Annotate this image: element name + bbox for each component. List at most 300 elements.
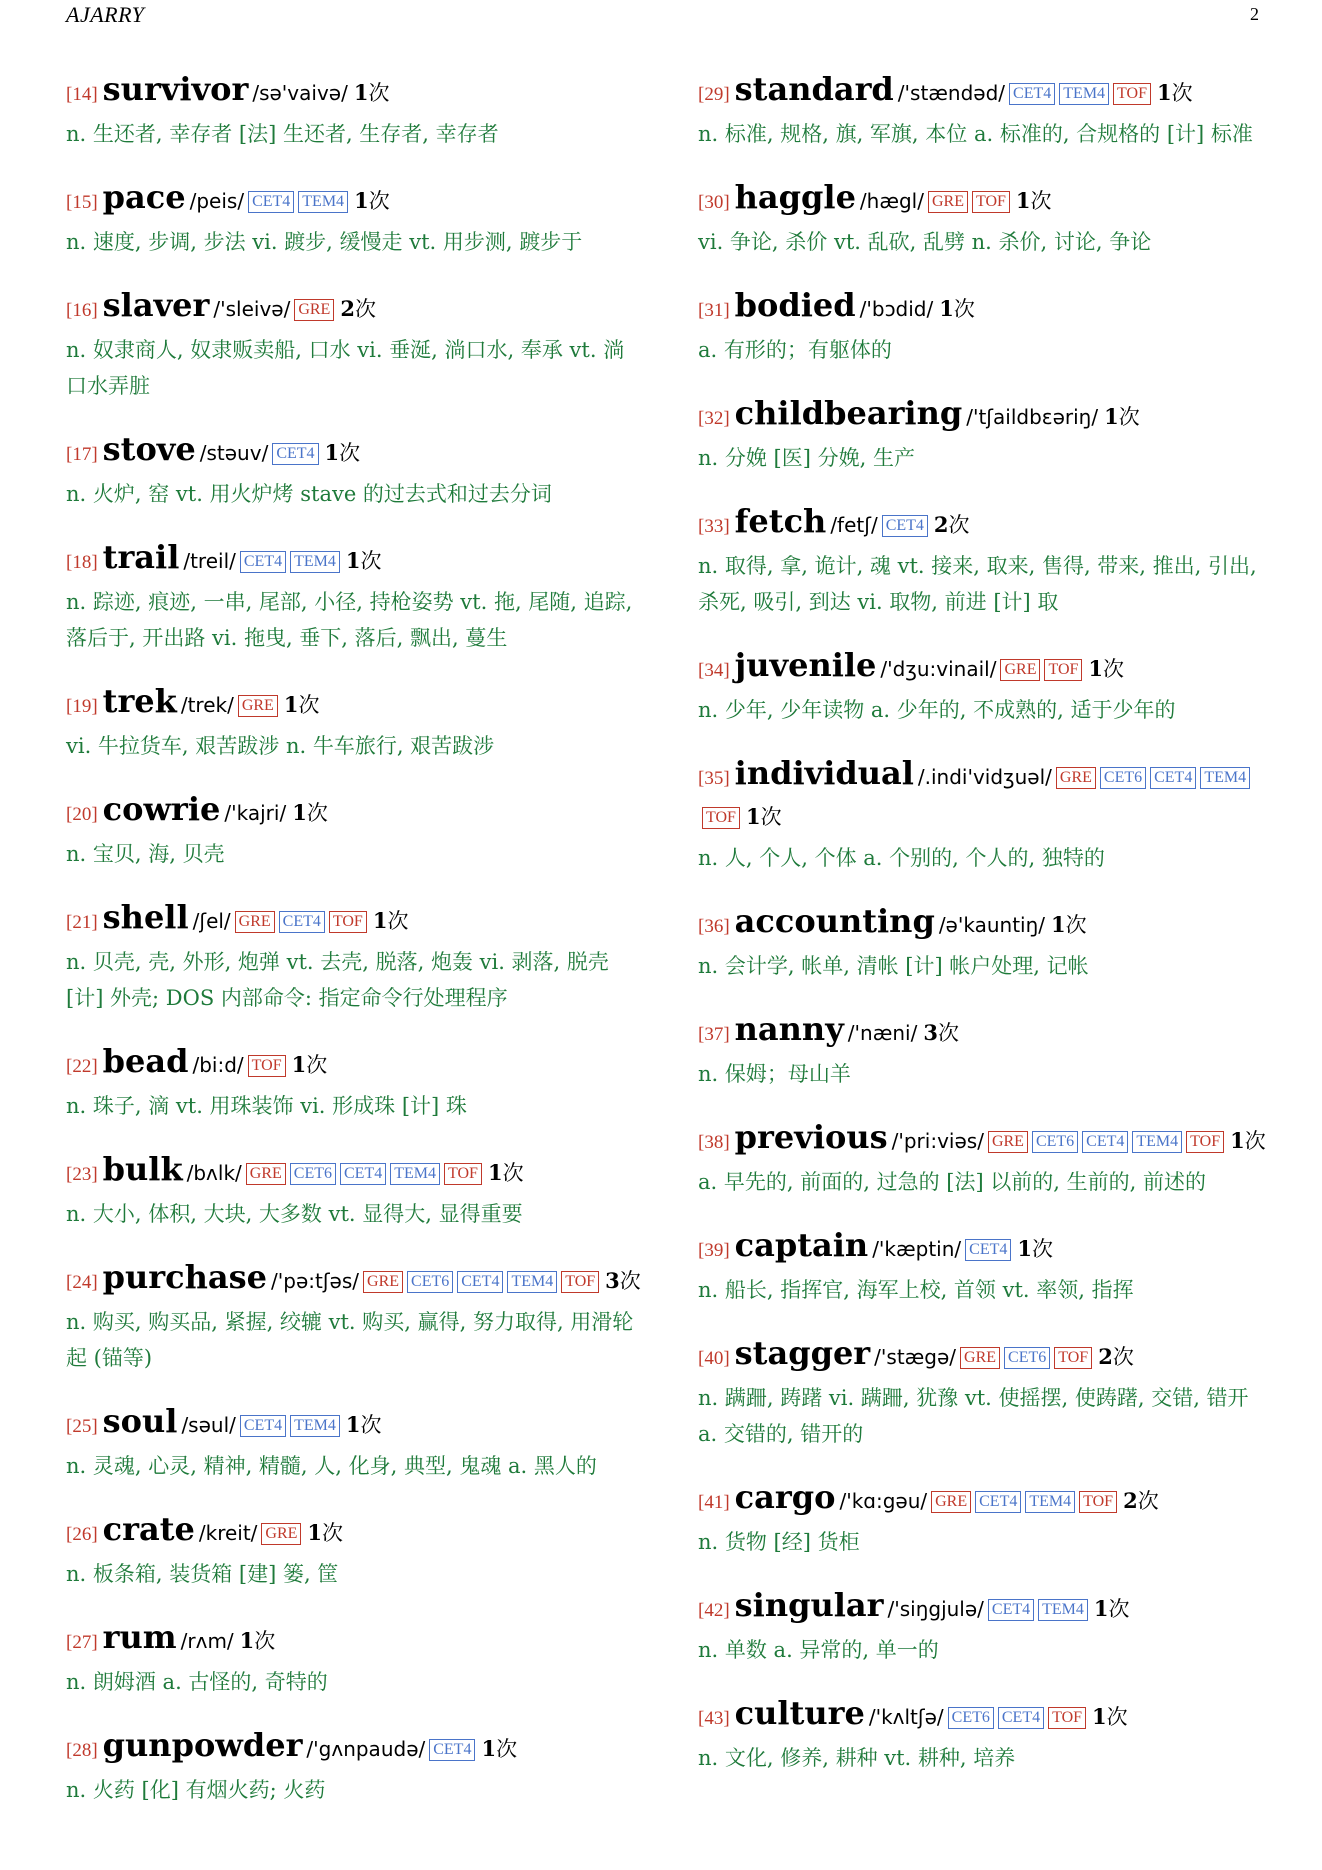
vocab-entry [698,286,1274,368]
headword: fetch [734,502,827,540]
exam-tag-cet4: CET4 [1150,767,1196,789]
vocab-entry [66,1402,642,1484]
entry-index: [19] [66,696,98,717]
headword: nanny [734,1010,844,1048]
exam-tag-tof: TOF [1048,1707,1086,1729]
vocab-entry [66,790,642,872]
exam-tags [984,1133,1224,1152]
headword: culture [734,1694,865,1732]
exam-tags [242,1165,482,1184]
phonetic: /'stægə/ [874,1345,957,1369]
occurrence-count: 1 [353,80,369,105]
exam-tag-gre: GRE [1000,659,1040,681]
exam-tag-gre: GRE [363,1271,403,1293]
entry-index: [31] [698,300,730,321]
exam-tag-tof: TOF [329,911,367,933]
entry-heading [66,1510,642,1554]
entry-index: [42] [698,1600,730,1621]
vocab-entry [698,70,1274,152]
vocab-entry [698,394,1274,476]
definition: n. 珠子, 滴 vt. 用珠装饰 vi. 形成珠 [计] 珠 [66,1094,467,1118]
definition: n. 购买, 购买品, 紧握, 绞辘 vt. 购买, 赢得, 努力取得, 用滑轮起 (锚等) [66,1310,634,1370]
headword: soul [102,1402,178,1440]
occurrence-suffix: 次 [953,297,975,321]
vocab-entry [698,902,1274,984]
occurrence-suffix: 次 [1171,81,1193,105]
headword: cowrie [102,790,221,828]
occurrence-suffix: 次 [1108,1597,1130,1621]
occurrence-suffix: 次 [387,909,409,933]
vocab-entry [698,1334,1274,1452]
exam-tag-tof: TOF [1054,1347,1092,1369]
exam-tag-tof: TOF [702,807,740,829]
entry-heading [698,754,1274,838]
headword: stagger [734,1334,871,1372]
exam-tags [984,1601,1088,1620]
phonetic: /.indi'vidʒuəl/ [917,765,1052,789]
entry-heading [698,1226,1274,1270]
phonetic: /'dʒu:vinail/ [880,657,997,681]
entry-heading [698,1118,1274,1162]
vocab-entry [66,682,642,764]
occurrence-count: 1 [345,1412,361,1437]
entry-index: [27] [66,1632,98,1653]
headword: survivor [102,70,249,108]
vocab-entry [66,178,642,260]
definition: n. 人, 个人, 个体 a. 个别的, 个人的, 独特的 [698,846,1105,870]
exam-tags [257,1525,301,1544]
occurrence-count: 1 [1092,1704,1107,1729]
definition: n. 大小, 体积, 大块, 大多数 vt. 显得大, 显得重要 [66,1202,523,1226]
exam-tags [236,553,340,572]
exam-tags [927,1493,1117,1512]
phonetic: /'tʃaildbɛəriŋ/ [966,405,1099,429]
phonetic: /peis/ [189,189,245,213]
exam-tag-cet4: CET4 [240,1415,286,1437]
headword: crate [102,1510,195,1548]
entry-index: [34] [698,660,730,681]
definition: n. 货物 [经] 货柜 [698,1530,860,1554]
exam-tags [924,193,1010,212]
phonetic: /rʌm/ [180,1629,234,1653]
vocab-entry [66,70,642,152]
headword: purchase [102,1258,268,1296]
headword: previous [734,1118,888,1156]
exam-tag-gre: GRE [261,1523,301,1545]
entry-heading [66,790,642,834]
exam-tag-tem4: TEM4 [290,551,340,573]
entry-index: [38] [698,1132,730,1153]
exam-tag-tem4: TEM4 [390,1163,440,1185]
entry-heading [66,538,642,582]
vocab-entry [698,178,1274,260]
vocab-entry [66,430,642,512]
definition: n. 分娩 [医] 分娩, 生产 [698,446,915,470]
occurrence-suffix: 次 [360,1413,382,1437]
occurrence-suffix: 次 [368,189,390,213]
occurrence-suffix: 次 [937,1021,959,1045]
occurrence-suffix: 次 [1103,657,1125,681]
phonetic: /səul/ [181,1413,236,1437]
definition: n. 会计学, 帐单, 清帐 [计] 帐户处理, 记帐 [698,954,1089,978]
entry-heading [66,178,642,222]
exam-tag-tof: TOF [1113,83,1151,105]
headword: trail [102,538,180,576]
definition: n. 文化, 修养, 耕种 vt. 耕种, 培养 [698,1746,1016,1770]
vocab-entry [698,1010,1274,1092]
phonetic: /hægl/ [859,189,924,213]
definition: n. 踪迹, 痕迹, 一串, 尾部, 小径, 持枪姿势 vt. 拖, 尾随, 追踪, 落后于, 开出路 vi. 拖曳, 垂下, 落后, 飘出, 蔓生 [66,590,633,650]
occurrence-count: 2 [933,512,949,537]
phonetic: /'næni/ [847,1021,918,1045]
occurrence-suffix: 次 [360,549,382,573]
occurrence-suffix: 次 [1118,405,1140,429]
exam-tag-gre: GRE [960,1347,1000,1369]
phonetic: /'kæptin/ [872,1237,962,1261]
occurrence-suffix: 次 [354,297,376,321]
exam-tags [956,1349,1092,1368]
occurrence-suffix: 次 [1112,1345,1134,1369]
exam-tag-tem4: TEM4 [290,1415,340,1437]
headword: bodied [734,286,856,324]
exam-tag-cet4: CET4 [998,1707,1044,1729]
entry-index: [43] [698,1708,730,1729]
vocab-entry [66,286,642,404]
exam-tag-cet4: CET4 [272,443,318,465]
vocab-entry [698,1118,1274,1200]
exam-tag-tof: TOF [972,191,1010,213]
exam-tag-gre: GRE [235,911,275,933]
entry-index: [14] [66,84,98,105]
exam-tag-cet4: CET4 [988,1599,1034,1621]
occurrence-count: 3 [923,1020,938,1045]
definition: n. 标准, 规格, 旗, 军旗, 本位 a. 标准的, 合规格的 [计] 标准 [698,122,1253,146]
exam-tags [244,193,348,212]
document-title: AJARRY [66,2,145,27]
occurrence-suffix: 次 [1106,1705,1128,1729]
entry-heading [698,1694,1274,1738]
entry-heading [698,394,1274,438]
entry-index: [28] [66,1740,98,1761]
definition: vi. 争论, 杀价 vt. 乱砍, 乱劈 n. 杀价, 讨论, 争论 [698,230,1152,254]
exam-tag-tof: TOF [444,1163,482,1185]
occurrence-count: 1 [1017,1236,1032,1261]
definition: n. 火炉, 窑 vt. 用火炉烤 stave 的过去式和过去分词 [66,482,552,506]
vocab-entry [698,646,1274,728]
definition: n. 板条箱, 装货箱 [建] 篓, 筐 [66,1562,339,1586]
phonetic: /'bɔdid/ [859,297,934,321]
vocab-entry [66,1510,642,1592]
entry-heading [66,1402,642,1446]
occurrence-suffix: 次 [254,1629,276,1653]
entry-index: [29] [698,84,730,105]
definition: n. 朗姆酒 a. 古怪的, 奇特的 [66,1670,328,1694]
definition: n. 贝壳, 壳, 外形, 炮弹 vt. 去壳, 脱落, 炮轰 vi. 剥落, 脱壳 [计] 外壳; DOS 内部命令: 指定命令行处理程序 [66,950,609,1010]
occurrence-count: 1 [481,1736,497,1761]
definition: n. 火药 [化] 有烟火药; 火药 [66,1778,326,1802]
exam-tag-tem4: TEM4 [1200,767,1250,789]
occurrence-suffix: 次 [1137,1489,1159,1513]
phonetic: /ʃel/ [192,909,231,933]
headword: haggle [734,178,856,216]
exam-tag-cet6: CET6 [1032,1131,1078,1153]
exam-tag-cet4: CET4 [240,551,286,573]
exam-tag-cet6: CET6 [1004,1347,1050,1369]
exam-tags [944,1709,1086,1728]
phonetic: /treil/ [183,549,236,573]
exam-tags [359,1273,599,1292]
definition: n. 保姆；母山羊 [698,1062,851,1086]
entry-heading [66,1042,642,1086]
phonetic: /'sleivə/ [213,297,291,321]
vocab-entry [698,502,1274,620]
entry-heading [66,1726,642,1770]
exam-tags [1005,85,1151,104]
occurrence-suffix: 次 [496,1737,518,1761]
exam-tag-tem4: TEM4 [1025,1491,1075,1513]
vocab-entry [66,898,642,1016]
occurrence-count: 1 [354,188,369,213]
occurrence-count: 1 [487,1160,503,1185]
exam-tag-cet6: CET6 [290,1163,336,1185]
definition: n. 奴隶商人, 奴隶贩卖船, 口水 vi. 垂涎, 淌口水, 奉承 vt. 淌口水弄脏 [66,338,625,398]
exam-tag-cet6: CET6 [1100,767,1146,789]
exam-tag-tof: TOF [561,1271,599,1293]
headword: childbearing [734,394,963,432]
occurrence-count: 1 [324,440,340,465]
entry-heading [698,1586,1274,1630]
entry-heading [66,70,642,114]
definition: a. 有形的；有躯体的 [698,338,892,362]
occurrence-count: 1 [345,548,361,573]
definition: n. 灵魂, 心灵, 精神, 精髓, 人, 化身, 典型, 鬼魂 a. 黑人的 [66,1454,597,1478]
left-column [66,70,642,1834]
entry-index: [20] [66,804,98,825]
exam-tags [231,913,367,932]
entry-index: [30] [698,192,730,213]
occurrence-count: 1 [939,296,954,321]
headword: slaver [102,286,210,324]
entry-index: [21] [66,912,98,933]
headword: standard [734,70,894,108]
exam-tag-gre: GRE [928,191,968,213]
occurrence-count: 1 [1051,912,1066,937]
exam-tag-tem4: TEM4 [1038,1599,1088,1621]
occurrence-suffix: 次 [368,81,390,105]
entry-index: [32] [698,408,730,429]
exam-tags [268,445,318,464]
headword: gunpowder [102,1726,303,1764]
headword: bead [102,1042,189,1080]
phonetic: /fetʃ/ [830,513,878,537]
definition: n. 单数 a. 异常的, 单一的 [698,1638,939,1662]
vocab-entry [66,1150,642,1232]
occurrence-suffix: 次 [298,693,320,717]
headword: accounting [734,902,935,940]
phonetic: /sə'vaivə/ [252,81,348,105]
exam-tag-cet4: CET4 [1009,83,1055,105]
occurrence-suffix: 次 [619,1269,641,1293]
entry-heading [698,646,1274,690]
occurrence-count: 3 [605,1268,620,1293]
headword: singular [734,1586,884,1624]
occurrence-suffix: 次 [1244,1129,1266,1153]
entry-index: [26] [66,1524,98,1545]
headword: juvenile [734,646,877,684]
entry-index: [22] [66,1056,98,1077]
phonetic: /'kʌltʃə/ [868,1705,944,1729]
headword: individual [734,754,914,792]
vocab-entry [66,1258,642,1376]
occurrence-suffix: 次 [339,441,361,465]
exam-tag-cet6: CET6 [948,1707,994,1729]
page-number: 2 [1250,4,1259,24]
phonetic: /stəuv/ [199,441,269,465]
exam-tags [236,1417,340,1436]
definition: n. 生还者, 幸存者 [法] 生还者, 生存者, 幸存者 [66,122,499,146]
vocab-entry [698,1586,1274,1668]
occurrence-count: 1 [307,1520,323,1545]
entry-heading [66,1258,642,1302]
exam-tags [234,697,278,716]
entry-heading [698,1010,1274,1054]
occurrence-count: 2 [1098,1344,1113,1369]
phonetic: /'pri:viəs/ [891,1129,984,1153]
entry-index: [23] [66,1164,98,1185]
occurrence-count: 1 [1015,188,1031,213]
exam-tag-cet4: CET4 [457,1271,503,1293]
definition: n. 宝贝, 海, 贝壳 [66,842,225,866]
entry-index: [15] [66,192,98,213]
occurrence-suffix: 次 [306,801,328,825]
headword: rum [102,1618,177,1656]
occurrence-count: 1 [1104,404,1119,429]
occurrence-count: 1 [292,800,307,825]
definition: n. 速度, 步调, 步法 vi. 踱步, 缓慢走 vt. 用步测, 踱步于 [66,230,583,254]
headword: bulk [102,1150,183,1188]
exam-tag-cet4: CET4 [1082,1131,1128,1153]
entry-index: [33] [698,516,730,537]
occurrence-count: 1 [1230,1128,1245,1153]
occurrence-count: 2 [340,296,355,321]
occurrence-suffix: 次 [306,1053,328,1077]
entry-index: [41] [698,1492,730,1513]
exam-tags [961,1241,1011,1260]
entry-index: [40] [698,1348,730,1369]
entry-heading [66,898,642,942]
definition: a. 早先的, 前面的, 过急的 [法] 以前的, 生前的, 前述的 [698,1170,1207,1194]
headword: stove [102,430,196,468]
exam-tag-cet4: CET4 [248,191,294,213]
definition: n. 船长, 指挥官, 海军上校, 首领 vt. 率领, 指挥 [698,1278,1134,1302]
entry-heading [66,286,642,330]
exam-tag-gre: GRE [246,1163,286,1185]
entry-heading [66,430,642,474]
occurrence-count: 1 [291,1052,307,1077]
exam-tag-cet4: CET4 [340,1163,386,1185]
occurrence-count: 1 [372,908,388,933]
entry-index: [39] [698,1240,730,1261]
entry-heading [698,1334,1274,1378]
occurrence-suffix: 次 [1030,189,1052,213]
entry-heading [66,682,642,726]
occurrence-count: 1 [1088,656,1104,681]
occurrence-suffix: 次 [322,1521,344,1545]
definition: n. 少年, 少年读物 a. 少年的, 不成熟的, 适于少年的 [698,698,1176,722]
definition: n. 蹒跚, 踌躇 vi. 蹒跚, 犹豫 vt. 使摇摆, 使踌躇, 交错, 错开 a. 交错的, 错开的 [698,1386,1249,1446]
entry-heading [698,1478,1274,1522]
entry-index: [16] [66,300,98,321]
phonetic: /'gʌnpaudə/ [306,1737,426,1761]
exam-tag-cet4: CET4 [965,1239,1011,1261]
phonetic: /trek/ [180,693,234,717]
exam-tag-cet4: CET4 [882,515,928,537]
exam-tag-cet4: CET4 [279,911,325,933]
exam-tag-gre: GRE [988,1131,1028,1153]
definition: n. 取得, 拿, 诡计, 魂 vt. 接来, 取来, 售得, 带来, 推出, 引出, 杀死, 吸引, 到达 vi. 取物, 前进 [计] 取 [698,554,1257,614]
vocab-entry [698,1694,1274,1776]
phonetic: /'stændəd/ [897,81,1006,105]
exam-tag-tof: TOF [1079,1491,1117,1513]
entry-index: [24] [66,1272,98,1293]
headword: cargo [734,1478,836,1516]
vocab-entry [66,1042,642,1124]
vocab-entry [698,1478,1274,1560]
exam-tag-tof: TOF [1044,659,1082,681]
phonetic: /'pə:tʃəs/ [271,1269,360,1293]
phonetic: /bʌlk/ [186,1161,242,1185]
occurrence-count: 1 [239,1628,255,1653]
entry-index: [18] [66,552,98,573]
exam-tag-gre: GRE [1056,767,1096,789]
exam-tag-cet4: CET4 [975,1491,1021,1513]
exam-tag-gre: GRE [294,299,334,321]
entry-heading [698,70,1274,114]
headword: captain [734,1226,869,1264]
entry-heading [698,902,1274,946]
entry-heading [698,178,1274,222]
occurrence-count: 1 [745,804,761,829]
occurrence-count: 1 [1093,1596,1109,1621]
entry-heading [66,1150,642,1194]
entry-heading [698,286,1274,330]
phonetic: /ə'kauntiŋ/ [938,913,1046,937]
exam-tag-tof: TOF [1186,1131,1224,1153]
exam-tags [290,301,334,320]
exam-tags [878,517,928,536]
vocab-entry [698,754,1274,876]
occurrence-suffix: 次 [1032,1237,1053,1261]
exam-tag-tem4: TEM4 [1132,1131,1182,1153]
exam-tags [425,1741,475,1760]
entry-index: [17] [66,444,98,465]
phonetic: /kreit/ [198,1521,258,1545]
exam-tags [996,661,1082,680]
exam-tag-tem4: TEM4 [1059,83,1109,105]
entry-index: [35] [698,768,730,789]
vocab-entry [698,1226,1274,1308]
headword: pace [102,178,186,216]
occurrence-suffix: 次 [1065,913,1087,937]
phonetic: /'kɑ:gəu/ [839,1489,928,1513]
occurrence-count: 1 [1156,80,1172,105]
exam-tags [244,1057,286,1076]
headword: shell [102,898,189,936]
occurrence-suffix: 次 [502,1161,524,1185]
phonetic: /'kajri/ [224,801,287,825]
entry-index: [37] [698,1024,730,1045]
occurrence-count: 2 [1123,1488,1138,1513]
